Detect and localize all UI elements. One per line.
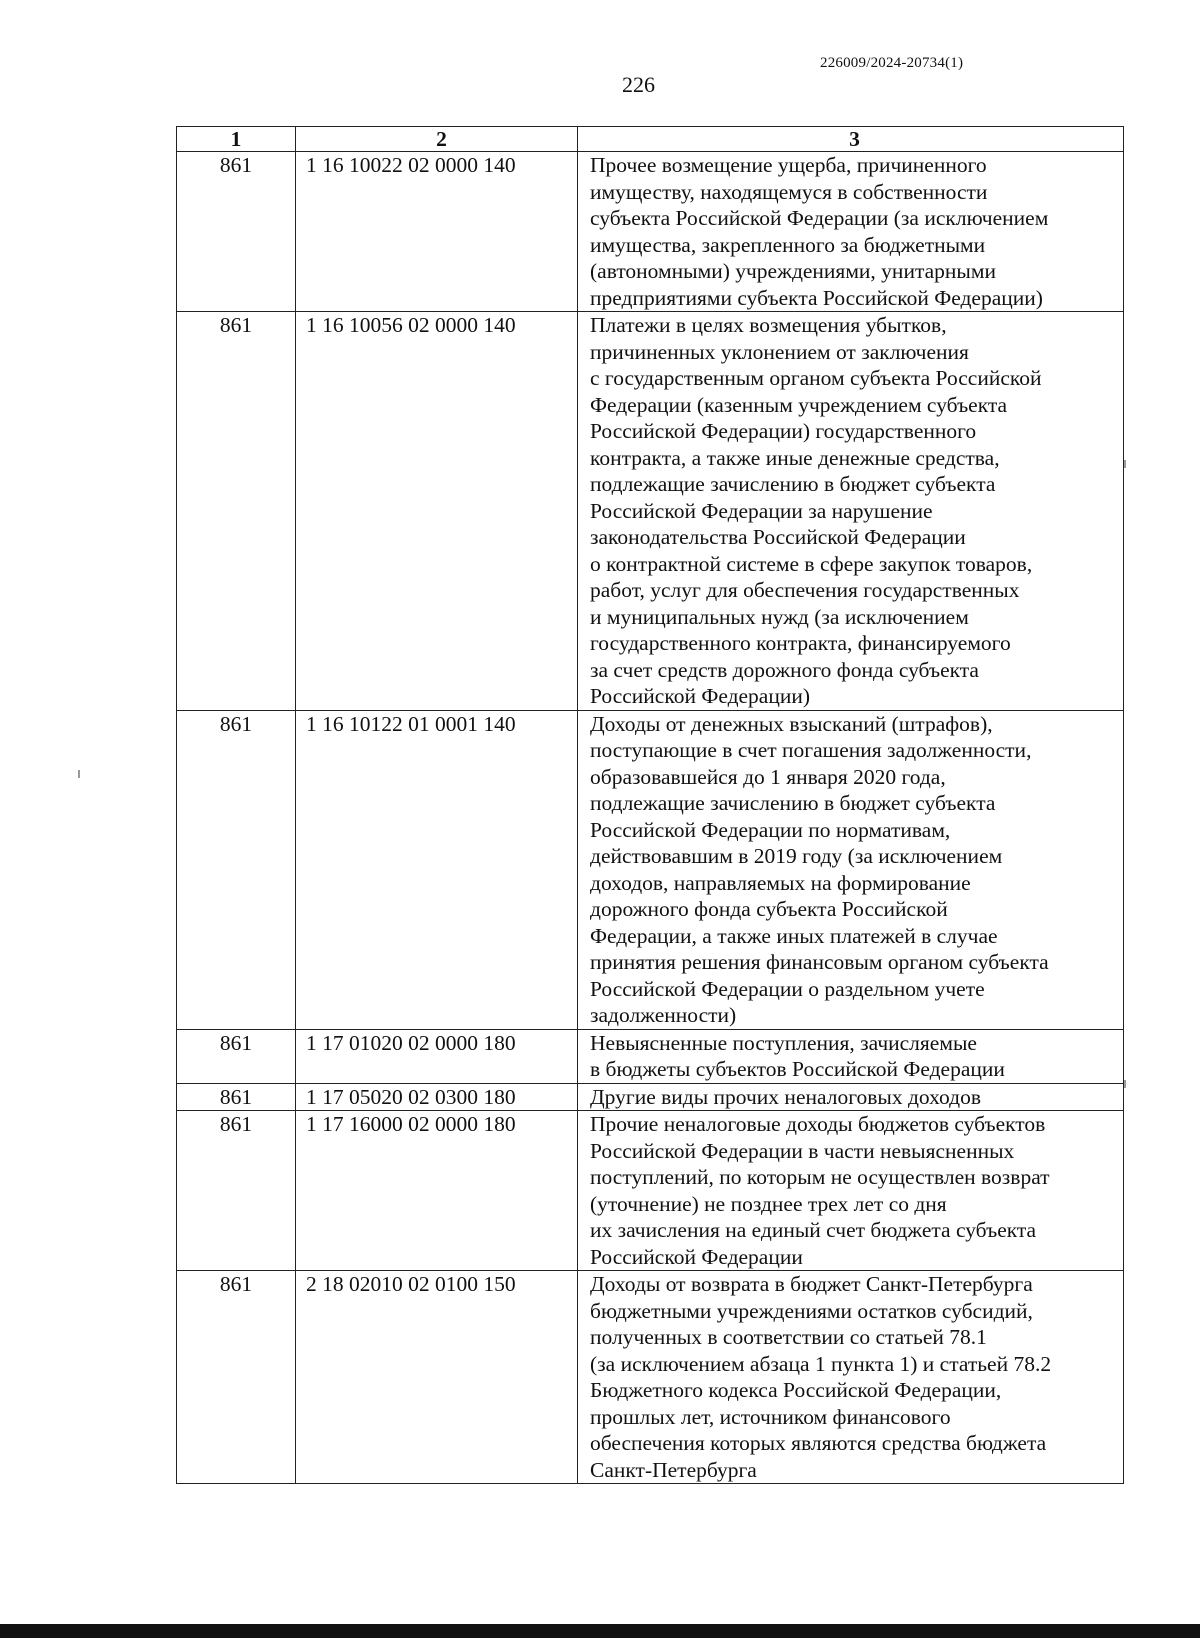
description-line: Федерации, а также иных платежей в случае xyxy=(590,923,998,948)
admin-code-cell: 861 xyxy=(177,1111,296,1271)
description-line: предприятиями субъекта Российской Федерации) xyxy=(590,285,1043,310)
description-line: с государственным органом субъекта Российской xyxy=(590,366,1042,390)
description-cell xyxy=(578,1083,1124,1111)
description-line: подлежащие зачислению в бюджет субъекта xyxy=(590,791,996,815)
description-cell xyxy=(578,312,1124,711)
scan-mark xyxy=(78,770,80,778)
description-line: принятия решения финансовым органом субъекта xyxy=(590,950,1049,974)
description-line: доходов, направляемых на формирование xyxy=(590,870,971,895)
description-line: Санкт-Петербурга xyxy=(590,1457,757,1482)
description-line: Российской Федерации в части невыясненных xyxy=(590,1138,1015,1163)
income-codes-table xyxy=(176,126,1124,1484)
description-line: подлежащие зачислению в бюджет субъекта xyxy=(590,472,996,496)
description-line: о контрактной системе в сфере закупок товаров, xyxy=(590,551,1033,576)
budget-code-cell: 1 16 10122 01 0001 140 xyxy=(296,710,578,1029)
description-line: (за исключением абзаца 1 пункта 1) и статьей 78.2 xyxy=(590,1351,1052,1376)
page-number: 226 xyxy=(622,72,655,97)
table-row xyxy=(177,710,1124,1029)
budget-code-cell: 2 18 02010 02 0100 150 xyxy=(296,1271,578,1484)
column-header-1: 1 xyxy=(177,127,296,152)
description-line: Российской Федерации по нормативам, xyxy=(590,817,951,842)
description-line: дорожного фонда субъекта Российской xyxy=(590,897,948,921)
description-line: субъекта Российской Федерации (за исключением xyxy=(590,206,1049,230)
budget-code-cell: 1 17 01020 02 0000 180 xyxy=(296,1029,578,1083)
table-row xyxy=(177,1029,1124,1083)
admin-code-cell: 861 xyxy=(177,312,296,711)
description-line: за счет средств дорожного фонда субъекта xyxy=(590,657,979,682)
description-line: бюджетными учреждениями остатков субсидий, xyxy=(590,1298,1033,1323)
description-line: задолженности) xyxy=(590,1003,737,1027)
description-cell xyxy=(578,152,1124,312)
admin-code-cell: 861 xyxy=(177,1083,296,1111)
description-line: работ, услуг для обеспечения государственных xyxy=(590,578,1020,602)
description-line: Российской Федерации) xyxy=(590,684,811,708)
admin-code-cell: 861 xyxy=(177,1029,296,1083)
description-line: Невыясненные поступления, зачисляемые xyxy=(590,1030,977,1055)
description-line: Российской Федерации xyxy=(590,1244,803,1269)
description-line: действовавшим в 2019 году (за исключением xyxy=(590,844,1003,868)
description-line: и муниципальных нужд (за исключением xyxy=(590,604,969,629)
description-line: в бюджеты субъектов Российской Федерации xyxy=(590,1057,1005,1081)
description-line: Доходы от возврата в бюджет Санкт-Петербурга xyxy=(590,1272,1033,1296)
description-line: полученных в соответствии со статьей 78.1 xyxy=(590,1325,987,1349)
table-row xyxy=(177,312,1124,711)
description-line: государственного контракта, финансируемого xyxy=(590,631,1011,655)
table-row xyxy=(177,1271,1124,1484)
description-line: Российской Федерации о раздельном учете xyxy=(590,976,985,1001)
document-id: 226009/2024-20734(1) xyxy=(820,55,964,71)
column-header-3: 3 xyxy=(578,127,1124,152)
description-line: контракта, а также иные денежные средства, xyxy=(590,445,1000,470)
table-row xyxy=(177,1083,1124,1111)
description-line: Российской Федерации) государственного xyxy=(590,419,977,443)
budget-code-cell: 1 16 10056 02 0000 140 xyxy=(296,312,578,711)
table-body xyxy=(177,152,1124,1484)
admin-code-cell: 861 xyxy=(177,1271,296,1484)
description-line: Прочее возмещение ущерба, причиненного xyxy=(590,153,987,177)
description-line: (уточнение) не позднее трех лет со дня xyxy=(590,1191,947,1216)
description-line: Другие виды прочих неналоговых доходов xyxy=(590,1084,982,1109)
scan-mark xyxy=(1124,460,1126,468)
column-header-2: 2 xyxy=(296,127,578,152)
description-line: Бюджетного кодекса Российской Федерации, xyxy=(590,1378,1002,1402)
scan-bottom-edge xyxy=(0,1624,1200,1638)
description-line: обеспечения которых являются средства бюджета xyxy=(590,1431,1047,1455)
description-line: их зачисления на единый счет бюджета субъекта xyxy=(590,1218,1037,1242)
description-line: имущества, закрепленного за бюджетными xyxy=(590,232,986,257)
description-line: поступлений, по которым не осуществлен возврат xyxy=(590,1165,1050,1189)
budget-code-cell: 1 16 10022 02 0000 140 xyxy=(296,152,578,312)
description-line: поступающие в счет погашения задолженности, xyxy=(590,738,1032,762)
budget-code-cell: 1 17 05020 02 0300 180 xyxy=(296,1083,578,1111)
description-cell xyxy=(578,1111,1124,1271)
description-line: Платежи в целях возмещения убытков, xyxy=(590,313,947,337)
description-line: причиненных уклонением от заключения xyxy=(590,339,969,364)
description-line: Доходы от денежных взысканий (штрафов), xyxy=(590,711,993,736)
description-line: (автономными) учреждениями, унитарными xyxy=(590,259,996,283)
admin-code-cell: 861 xyxy=(177,152,296,312)
description-cell xyxy=(578,710,1124,1029)
description-line: Федерации (казенным учреждением субъекта xyxy=(590,392,1008,417)
budget-code-cell: 1 17 16000 02 0000 180 xyxy=(296,1111,578,1271)
description-line: образовавшейся до 1 января 2020 года, xyxy=(590,764,946,789)
description-line: прошлых лет, источником финансового xyxy=(590,1404,951,1429)
table-row xyxy=(177,152,1124,312)
scan-mark xyxy=(1124,1080,1126,1088)
description-cell xyxy=(578,1271,1124,1484)
table-header-row xyxy=(177,127,1124,152)
description-line: законодательства Российской Федерации xyxy=(590,525,966,549)
description-line: Российской Федерации за нарушение xyxy=(590,498,933,523)
description-line: Прочие неналоговые доходы бюджетов субъектов xyxy=(590,1112,1046,1136)
description-cell xyxy=(578,1029,1124,1083)
table-row xyxy=(177,1111,1124,1271)
admin-code-cell: 861 xyxy=(177,710,296,1029)
description-line: имуществу, находящемуся в собственности xyxy=(590,179,988,204)
